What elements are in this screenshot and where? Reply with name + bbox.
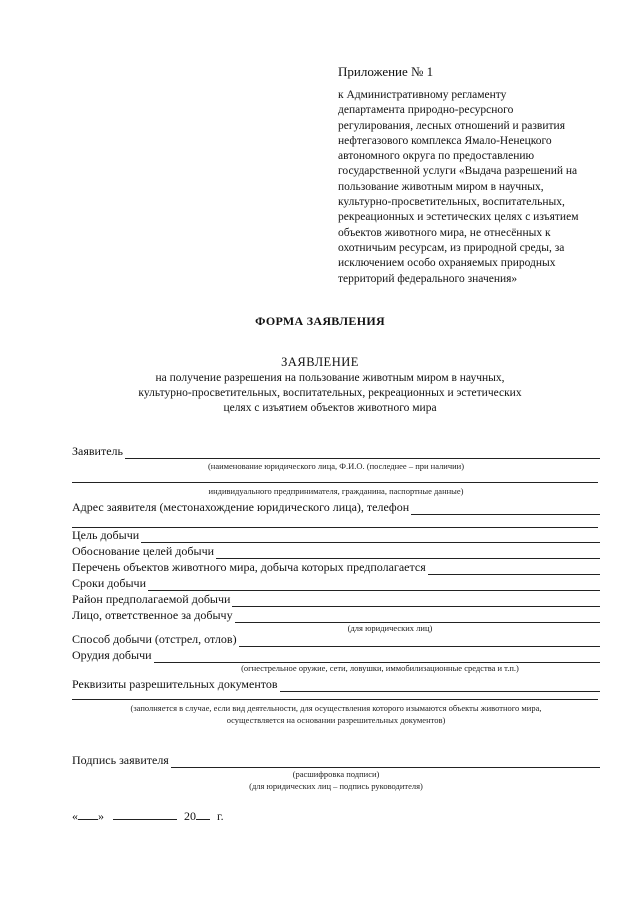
tools-row bbox=[72, 647, 600, 663]
justification-label: Обоснование целей добычи bbox=[72, 544, 215, 558]
date-open-quote: « bbox=[72, 809, 78, 823]
appendix-title: Приложение № 1 bbox=[338, 64, 434, 79]
appendix-line: нефтегазового комплекса Ямало-Ненецкого bbox=[338, 134, 552, 147]
appendix-body bbox=[338, 88, 623, 287]
permits-field[interactable] bbox=[280, 680, 601, 692]
statement-subtitle bbox=[120, 371, 540, 417]
appendix-line: департамента природно-ресурсного bbox=[338, 104, 514, 117]
permits-note-2: осуществляется на основании разрешительных документов) bbox=[226, 715, 446, 725]
appendix-line: культурно-просветительных, воспитательных, bbox=[338, 196, 565, 209]
statement-subtitle-line: культурно-просветительных, воспитательных, рекреационных и эстетических bbox=[138, 387, 522, 400]
appendix-line: территорий федерального значения» bbox=[338, 272, 518, 285]
date-close-quote: » bbox=[98, 809, 104, 823]
permits-note-1: (заполняется в случае, если вид деятельности, для осуществления которого изымаются объекты животного мира, bbox=[130, 703, 542, 713]
area-field[interactable] bbox=[232, 595, 600, 607]
responsible-field[interactable] bbox=[235, 611, 600, 623]
year-field[interactable] bbox=[196, 808, 210, 820]
tools-label: Орудия добычи bbox=[72, 648, 152, 662]
responsible-label: Лицо, ответственное за добычу bbox=[72, 608, 233, 622]
terms-field[interactable] bbox=[148, 579, 600, 591]
signature-field[interactable] bbox=[171, 756, 600, 768]
applicant-row bbox=[72, 443, 600, 459]
day-field[interactable] bbox=[78, 808, 98, 820]
statement-title: ЗАЯВЛЕНИЕ bbox=[281, 355, 359, 369]
objects-field[interactable] bbox=[428, 563, 600, 575]
method-field[interactable] bbox=[239, 635, 600, 647]
address-label: Адрес заявителя (местонахождение юридического лица), телефон bbox=[72, 500, 410, 514]
permits-field-2[interactable] bbox=[72, 699, 598, 700]
month-field[interactable] bbox=[113, 808, 177, 820]
responsible-row bbox=[72, 607, 600, 623]
year-prefix: 20 bbox=[184, 809, 196, 823]
method-label: Способ добычи (отстрел, отлов) bbox=[72, 632, 237, 646]
responsible-note: (для юридических лиц) bbox=[347, 623, 433, 633]
appendix-line: регулирования, лесных отношений и развития bbox=[338, 119, 565, 132]
permits-row bbox=[72, 676, 600, 692]
justification-field[interactable] bbox=[216, 547, 600, 559]
objects-row bbox=[72, 559, 600, 575]
form-title: ФОРМА ЗАЯВЛЕНИЯ bbox=[255, 314, 385, 328]
method-row bbox=[72, 631, 600, 647]
date-line bbox=[72, 808, 224, 824]
area-row bbox=[72, 591, 600, 607]
statement-subtitle-line: целях с изъятием объектов животного мира bbox=[223, 402, 437, 415]
tools-note: (огнестрельное оружие, сети, ловушки, иммобилизационные средства и т.п.) bbox=[241, 663, 519, 673]
appendix-line: государственной услуги «Выдача разрешений на bbox=[338, 165, 578, 178]
appendix-line: рекреационных и эстетических целях с изъятием bbox=[338, 211, 579, 224]
applicant-note: (наименование юридического лица, Ф.И.О. (последнее – при наличии) bbox=[207, 461, 465, 471]
terms-label: Сроки добычи bbox=[72, 576, 146, 590]
applicant-note-2: индивидуального предпринимателя, гражданина, паспортные данные) bbox=[208, 486, 464, 496]
appendix-line: охотничьим ресурсам, из природной среды, за bbox=[338, 241, 565, 254]
justification-row bbox=[72, 543, 600, 559]
signature-note-1: (расшифровка подписи) bbox=[292, 769, 380, 779]
appendix-line: исключением особо охраняемых природных bbox=[338, 257, 556, 270]
signature-label: Подпись заявителя bbox=[72, 753, 169, 767]
applicant-label: Заявитель bbox=[72, 444, 123, 458]
signature-note-2: (для юридических лиц – подпись руководителя) bbox=[249, 781, 423, 791]
appendix-line: к Административному регламенту bbox=[338, 89, 507, 101]
terms-row bbox=[72, 575, 600, 591]
signature-row bbox=[72, 752, 600, 768]
appendix-line: объектов животного мира, не отнесённых к bbox=[338, 226, 551, 239]
purpose-field[interactable] bbox=[141, 531, 600, 543]
area-label: Район предполагаемой добычи bbox=[72, 592, 231, 606]
address-row bbox=[72, 499, 600, 515]
permits-label: Реквизиты разрешительных документов bbox=[72, 677, 278, 691]
tools-field[interactable] bbox=[154, 651, 600, 663]
applicant-field[interactable] bbox=[125, 447, 600, 459]
year-suffix: г. bbox=[217, 809, 224, 823]
address-field[interactable] bbox=[411, 503, 600, 515]
appendix-line: пользование животным миром в научных, bbox=[338, 180, 544, 193]
appendix-line: автономного округа по предоставлению bbox=[338, 150, 535, 163]
applicant-field-2[interactable] bbox=[72, 482, 598, 483]
objects-label: Перечень объектов животного мира, добыча которых предполагается bbox=[72, 560, 426, 574]
purpose-row bbox=[72, 527, 600, 543]
statement-subtitle-line: на получение разрешения на пользование животным миром в научных, bbox=[155, 372, 505, 384]
purpose-label: Цель добычи bbox=[72, 528, 140, 542]
